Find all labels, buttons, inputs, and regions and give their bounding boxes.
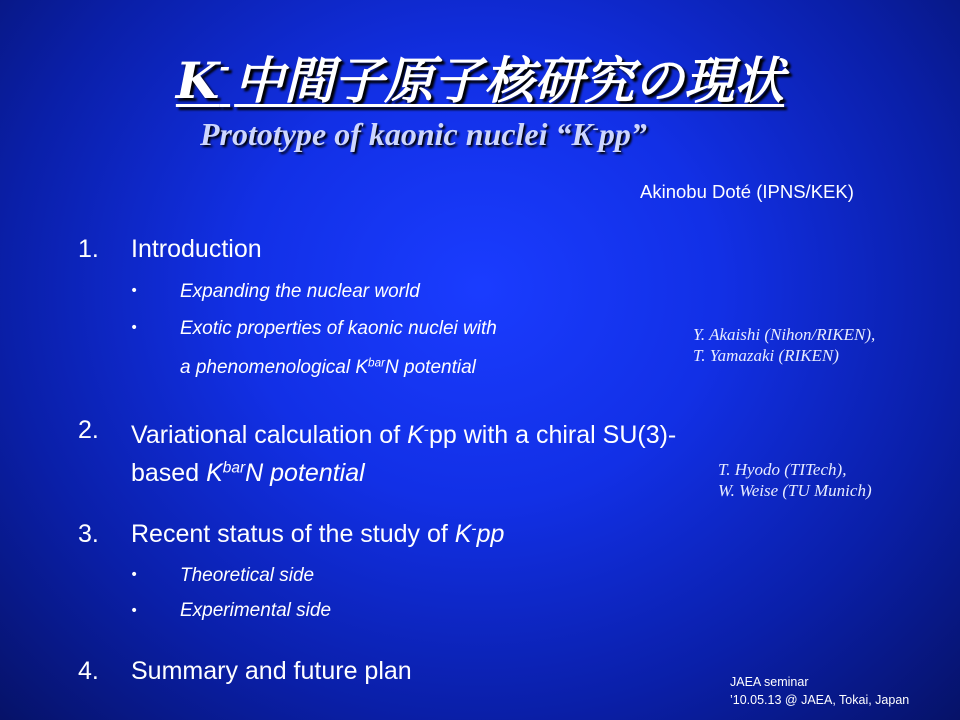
bullet-icon: • xyxy=(130,283,139,299)
item-1-sub-3 xyxy=(180,357,476,379)
item-3-sub-2: Experimental side xyxy=(180,600,332,621)
item-3-pp: pp xyxy=(476,520,505,548)
subtitle-part-a: Prototype of kaonic nuclei “K xyxy=(200,116,593,152)
item-2-line-1 xyxy=(131,416,676,454)
citation-1-line-1: Y. Akaishi (Nihon/RIKEN), xyxy=(693,325,876,344)
item-2-text-2: based xyxy=(131,459,207,487)
slide-title xyxy=(0,38,960,111)
item-2-text: Variational calculation of xyxy=(131,421,408,449)
footer-line-1: JAEA seminar xyxy=(730,675,809,689)
item-3-text: Recent status of the study of xyxy=(131,520,455,548)
footer xyxy=(730,673,909,709)
slide-subtitle xyxy=(200,116,647,153)
citation-1-line-2: T. Yamazaki (RIKEN) xyxy=(693,346,839,365)
item-1-label: Introduction xyxy=(131,235,262,263)
title-k: K xyxy=(175,51,220,110)
item-2-line-2 xyxy=(131,454,676,492)
item-2-k: K xyxy=(407,421,424,449)
item-2-number: 2. xyxy=(78,416,99,444)
item-1-sub-2: Exotic properties of kaonic nuclei with xyxy=(180,318,497,339)
item-2-k-2: K xyxy=(206,459,223,487)
item-1-number: 1. xyxy=(78,235,99,263)
item-4-number: 4. xyxy=(78,657,99,685)
item-2-sup-2: bar xyxy=(222,459,246,477)
bullet-icon: • xyxy=(130,567,139,583)
item-3-number: 3. xyxy=(78,520,99,548)
item-2-text-2b: N potential xyxy=(245,459,365,487)
citation-2-line-2: W. Weise (TU Munich) xyxy=(718,481,872,500)
item-1-sub-3-tail: N potential xyxy=(385,357,476,378)
item-1-sub-3-sup: bar xyxy=(368,356,386,370)
item-1-sub-1: Expanding the nuclear world xyxy=(180,281,420,302)
title-main: 中間子原子核研究の現状 xyxy=(234,51,785,110)
item-4-label: Summary and future plan xyxy=(131,657,412,685)
bullet-icon: • xyxy=(130,603,139,619)
item-2-text-b: pp with a chiral SU(3)- xyxy=(428,421,677,449)
item-2-sup: - xyxy=(423,421,429,439)
item-1-sub-3-text: a phenomenological K xyxy=(180,357,369,378)
item-3-k: K xyxy=(454,520,472,548)
subtitle-part-b: pp” xyxy=(598,116,647,152)
footer-line-2: ’10.05.13 @ JAEA, Tokai, Japan xyxy=(730,693,910,707)
item-3-sub-1: Theoretical side xyxy=(180,565,315,586)
author-line: Akinobu Doté (IPNS/KEK) xyxy=(640,181,854,202)
subtitle-superscript: - xyxy=(592,117,599,138)
item-3-sup: - xyxy=(471,520,477,538)
bullet-icon: • xyxy=(130,320,139,336)
citation-1 xyxy=(693,324,875,366)
item-3-label xyxy=(131,520,504,549)
title-k-superscript: - xyxy=(219,53,231,83)
citation-2-line-1: T. Hyodo (TITech), xyxy=(718,460,847,479)
citation-2 xyxy=(718,459,872,501)
item-2-label xyxy=(131,416,676,492)
